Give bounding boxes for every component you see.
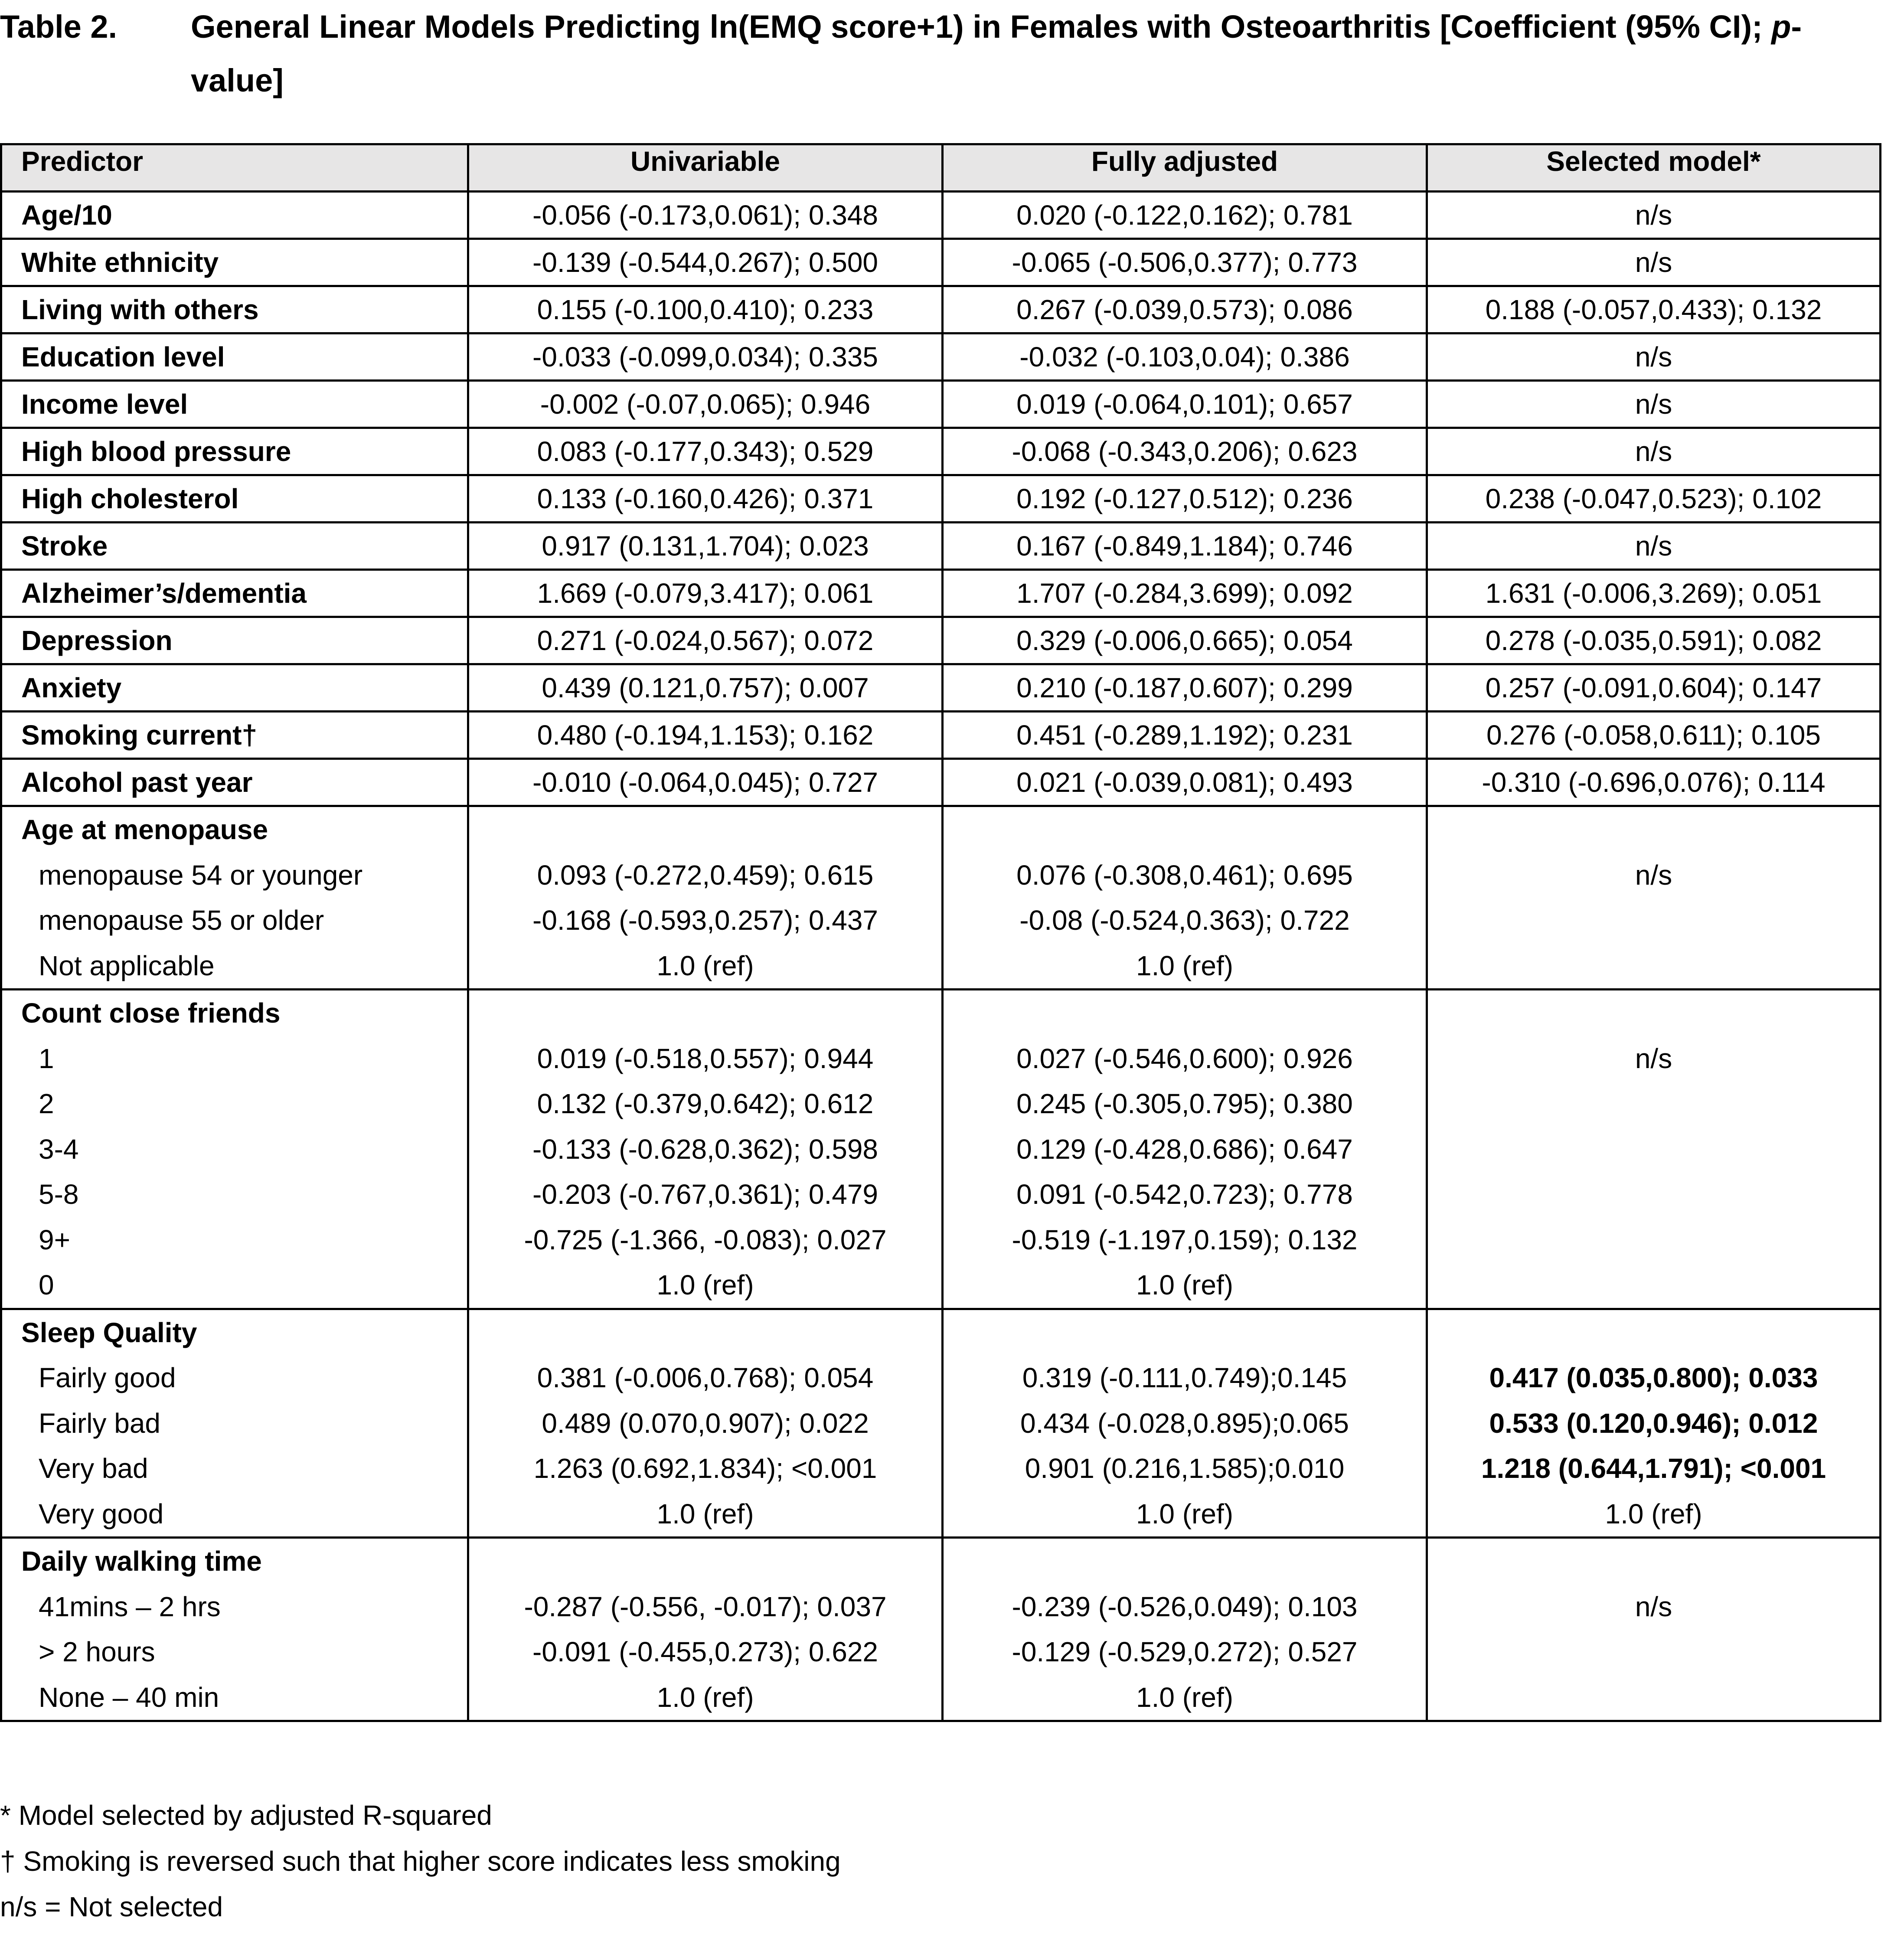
table-row (1, 333, 1881, 381)
uni-cell (468, 806, 943, 990)
group-cell (1, 990, 468, 1309)
level-label: > 2 hours (39, 1636, 155, 1667)
caption-text: General Linear Models Predicting ln(EMQ score+1) in Females with Osteoarthritis [Coefficient (95% CI); (191, 9, 1772, 45)
sel-value: n/s (1427, 192, 1881, 239)
sel-value (1437, 898, 1871, 943)
full-value: 1.0 (ref) (1136, 950, 1234, 981)
sel-value: 0.238 (-0.047,0.523); 0.102 (1427, 475, 1881, 523)
sel-value: n/s (1427, 381, 1881, 428)
uni-value: 0.381 (-0.006,0.768); 0.054 (537, 1362, 874, 1393)
sel-value (1437, 1081, 1871, 1127)
footnote: † Smoking is reversed such that higher score indicates less smoking (0, 1846, 841, 1877)
predictor-label: Alzheimer’s/dementia (1, 570, 468, 617)
uni-value: -0.725 (-1.366, -0.083); 0.027 (524, 1224, 887, 1255)
uni-cell (468, 990, 943, 1309)
full-value: 0.019 (-0.064,0.101); 0.657 (943, 381, 1427, 428)
sel-value: 0.276 (-0.058,0.611); 0.105 (1427, 712, 1881, 759)
predictor-label: Stroke (1, 523, 468, 570)
sel-value: 0.257 (-0.091,0.604); 0.147 (1427, 664, 1881, 712)
full-value: 0.020 (-0.122,0.162); 0.781 (943, 192, 1427, 239)
group-label: Sleep Quality (21, 1317, 197, 1348)
table-row (1, 239, 1881, 286)
spacer (478, 1539, 933, 1584)
uni-value: 0.133 (-0.160,0.426); 0.371 (468, 475, 943, 523)
group-label: Count close friends (21, 997, 281, 1029)
spacer (952, 990, 1417, 1036)
table-row (1, 428, 1881, 475)
uni-value: 1.669 (-0.079,3.417); 0.061 (468, 570, 943, 617)
uni-value: 1.0 (ref) (656, 1498, 754, 1529)
uni-value: 0.480 (-0.194,1.153); 0.162 (468, 712, 943, 759)
spacer (1437, 990, 1871, 1036)
full-value: 0.245 (-0.305,0.795); 0.380 (1016, 1088, 1353, 1119)
spacer (1437, 1310, 1871, 1356)
full-value: 0.434 (-0.028,0.895);0.065 (1020, 1407, 1349, 1439)
results-table (0, 143, 1881, 1722)
predictor-label: High blood pressure (1, 428, 468, 475)
predictor-label: Living with others (1, 286, 468, 333)
table-number: Table 2. (0, 9, 118, 45)
full-value: 0.129 (-0.428,0.686); 0.647 (1016, 1133, 1353, 1165)
group-label: Age at menopause (21, 814, 268, 845)
full-value: 0.901 (0.216,1.585);0.010 (1025, 1453, 1345, 1484)
full-value: 0.192 (-0.127,0.512); 0.236 (943, 475, 1427, 523)
uni-value: 0.019 (-0.518,0.557); 0.944 (537, 1043, 874, 1074)
uni-value: -0.056 (-0.173,0.061); 0.348 (468, 192, 943, 239)
full-value: 0.319 (-0.111,0.749);0.145 (1022, 1362, 1347, 1393)
spacer (478, 1310, 933, 1356)
full-value: -0.068 (-0.343,0.206); 0.623 (943, 428, 1427, 475)
sel-value: n/s (1427, 428, 1881, 475)
spacer (478, 807, 933, 853)
uni-value: 0.155 (-0.100,0.410); 0.233 (468, 286, 943, 333)
table-group-row (1, 806, 1881, 990)
level-label: 41mins – 2 hrs (39, 1591, 221, 1622)
full-value: 0.451 (-0.289,1.192); 0.231 (943, 712, 1427, 759)
full-value: 0.021 (-0.039,0.081); 0.493 (943, 759, 1427, 806)
predictor-label: Income level (1, 381, 468, 428)
spacer (1437, 807, 1871, 853)
full-value: 1.0 (ref) (1136, 1269, 1234, 1301)
uni-cell (468, 1538, 943, 1721)
sel-cell (1427, 990, 1881, 1309)
predictor-label: Depression (1, 617, 468, 664)
uni-value: 0.271 (-0.024,0.567); 0.072 (468, 617, 943, 664)
predictor-label: Education level (1, 333, 468, 381)
sel-value: n/s (1427, 239, 1881, 286)
level-label: menopause 55 or older (39, 905, 324, 936)
sel-value: 0.278 (-0.035,0.591); 0.082 (1427, 617, 1881, 664)
header-predictor: Predictor (1, 144, 468, 192)
spacer (952, 807, 1417, 853)
group-cell (1, 806, 468, 990)
uni-value: 0.132 (-0.379,0.642); 0.612 (537, 1088, 874, 1119)
sel-cell (1427, 806, 1881, 990)
sel-value: 0.188 (-0.057,0.433); 0.132 (1427, 286, 1881, 333)
full-value: 0.267 (-0.039,0.573); 0.086 (943, 286, 1427, 333)
sel-cell (1427, 1538, 1881, 1721)
uni-value: 0.439 (0.121,0.757); 0.007 (468, 664, 943, 712)
sel-value (1437, 1262, 1871, 1308)
sel-value: n/s (1635, 1591, 1672, 1622)
full-value: -0.519 (-1.197,0.159); 0.132 (1012, 1224, 1358, 1255)
uni-value: 1.0 (ref) (656, 950, 754, 981)
uni-value: -0.033 (-0.099,0.034); 0.335 (468, 333, 943, 381)
level-label: 1 (39, 1043, 54, 1074)
table-caption (191, 0, 1882, 108)
level-label: 5-8 (39, 1179, 79, 1210)
full-value: 0.076 (-0.308,0.461); 0.695 (1016, 859, 1353, 891)
sel-value (1437, 1127, 1871, 1172)
uni-value: 0.917 (0.131,1.704); 0.023 (468, 523, 943, 570)
level-label: 3-4 (39, 1133, 79, 1165)
sel-value (1437, 1217, 1871, 1263)
table-row (1, 617, 1881, 664)
level-label: 2 (39, 1088, 54, 1119)
sel-value: 0.417 (0.035,0.800); 0.033 (1489, 1362, 1818, 1393)
level-label: Fairly bad (39, 1407, 160, 1439)
table-row (1, 192, 1881, 239)
predictor-label: White ethnicity (1, 239, 468, 286)
level-label: Very bad (39, 1453, 148, 1484)
table-row (1, 286, 1881, 333)
spacer (478, 990, 933, 1036)
caption-italic: p (1771, 9, 1791, 45)
table-row (1, 523, 1881, 570)
uni-value: -0.287 (-0.556, -0.017); 0.037 (524, 1591, 887, 1622)
spacer (1437, 1539, 1871, 1584)
group-cell (1, 1538, 468, 1721)
spacer (952, 1539, 1417, 1584)
sel-value (1437, 943, 1871, 989)
sel-value (1437, 1172, 1871, 1217)
level-label: None – 40 min (39, 1681, 219, 1713)
full-cell (943, 806, 1427, 990)
full-value: -0.065 (-0.506,0.377); 0.773 (943, 239, 1427, 286)
predictor-label: Alcohol past year (1, 759, 468, 806)
level-label: menopause 54 or younger (39, 859, 363, 891)
footnote: * Model selected by adjusted R-squared (0, 1800, 492, 1831)
uni-value: 0.093 (-0.272,0.459); 0.615 (537, 859, 874, 891)
uni-value: 1.0 (ref) (656, 1269, 754, 1301)
full-value: 0.027 (-0.546,0.600); 0.926 (1016, 1043, 1353, 1074)
uni-value: -0.010 (-0.064,0.045); 0.727 (468, 759, 943, 806)
full-value: -0.08 (-0.524,0.363); 0.722 (1019, 905, 1350, 936)
level-label: 0 (39, 1269, 54, 1301)
table-row (1, 664, 1881, 712)
level-label: 9+ (39, 1224, 70, 1255)
header-row (1, 144, 1881, 192)
sel-value (1437, 1629, 1871, 1675)
level-label: Very good (39, 1498, 164, 1529)
sel-value (1437, 1675, 1871, 1720)
predictor-label: High cholesterol (1, 475, 468, 523)
uni-value: -0.139 (-0.544,0.267); 0.500 (468, 239, 943, 286)
sel-value: n/s (1635, 1043, 1672, 1074)
predictor-label: Anxiety (1, 664, 468, 712)
sel-value: n/s (1635, 859, 1672, 891)
predictor-label: Age/10 (1, 192, 468, 239)
full-value: 1.0 (ref) (1136, 1681, 1234, 1713)
full-value: 1.707 (-0.284,3.699); 0.092 (943, 570, 1427, 617)
full-cell (943, 1538, 1427, 1721)
table-row (1, 759, 1881, 806)
uni-value: -0.133 (-0.628,0.362); 0.598 (532, 1133, 878, 1165)
uni-value: 1.263 (0.692,1.834); <0.001 (533, 1453, 877, 1484)
uni-value: -0.091 (-0.455,0.273); 0.622 (532, 1636, 878, 1667)
header-selected-model: Selected model* (1427, 144, 1881, 192)
full-value: 0.210 (-0.187,0.607); 0.299 (943, 664, 1427, 712)
group-cell (1, 1309, 468, 1538)
full-value: -0.032 (-0.103,0.04); 0.386 (943, 333, 1427, 381)
table-group-row (1, 1309, 1881, 1538)
uni-value: 0.489 (0.070,0.907); 0.022 (542, 1407, 869, 1439)
sel-value: -0.310 (-0.696,0.076); 0.114 (1427, 759, 1881, 806)
table-row (1, 570, 1881, 617)
full-value: -0.239 (-0.526,0.049); 0.103 (1012, 1591, 1358, 1622)
table-row (1, 712, 1881, 759)
predictor-label: Smoking current† (1, 712, 468, 759)
full-value: 0.167 (-0.849,1.184); 0.746 (943, 523, 1427, 570)
footnote: n/s = Not selected (0, 1891, 223, 1922)
sel-value: 1.218 (0.644,1.791); <0.001 (1481, 1453, 1826, 1484)
header-univariable: Univariable (468, 144, 943, 192)
uni-value: -0.168 (-0.593,0.257); 0.437 (532, 905, 878, 936)
uni-value: 1.0 (ref) (656, 1681, 754, 1713)
sel-value: 1.631 (-0.006,3.269); 0.051 (1427, 570, 1881, 617)
table-row (1, 381, 1881, 428)
sel-value: 1.0 (ref) (1605, 1498, 1702, 1529)
full-value: 0.329 (-0.006,0.665); 0.054 (943, 617, 1427, 664)
table-group-row (1, 990, 1881, 1309)
uni-cell (468, 1309, 943, 1538)
sel-cell (1427, 1309, 1881, 1538)
table-group-row (1, 1538, 1881, 1721)
full-cell (943, 990, 1427, 1309)
full-cell (943, 1309, 1427, 1538)
sel-value: n/s (1427, 523, 1881, 570)
spacer (952, 1310, 1417, 1356)
full-value: -0.129 (-0.529,0.272); 0.527 (1012, 1636, 1358, 1667)
sel-value: 0.533 (0.120,0.946); 0.012 (1489, 1407, 1818, 1439)
group-label: Daily walking time (21, 1546, 262, 1577)
uni-value: -0.002 (-0.07,0.065); 0.946 (468, 381, 943, 428)
table-row (1, 475, 1881, 523)
caption-end: -value] (191, 9, 1802, 98)
level-label: Fairly good (39, 1362, 176, 1393)
uni-value: -0.203 (-0.767,0.361); 0.479 (532, 1179, 878, 1210)
level-label: Not applicable (39, 950, 215, 981)
sel-value: n/s (1427, 333, 1881, 381)
uni-value: 0.083 (-0.177,0.343); 0.529 (468, 428, 943, 475)
header-fully-adjusted: Fully adjusted (943, 144, 1427, 192)
full-value: 1.0 (ref) (1136, 1498, 1234, 1529)
full-value: 0.091 (-0.542,0.723); 0.778 (1016, 1179, 1353, 1210)
